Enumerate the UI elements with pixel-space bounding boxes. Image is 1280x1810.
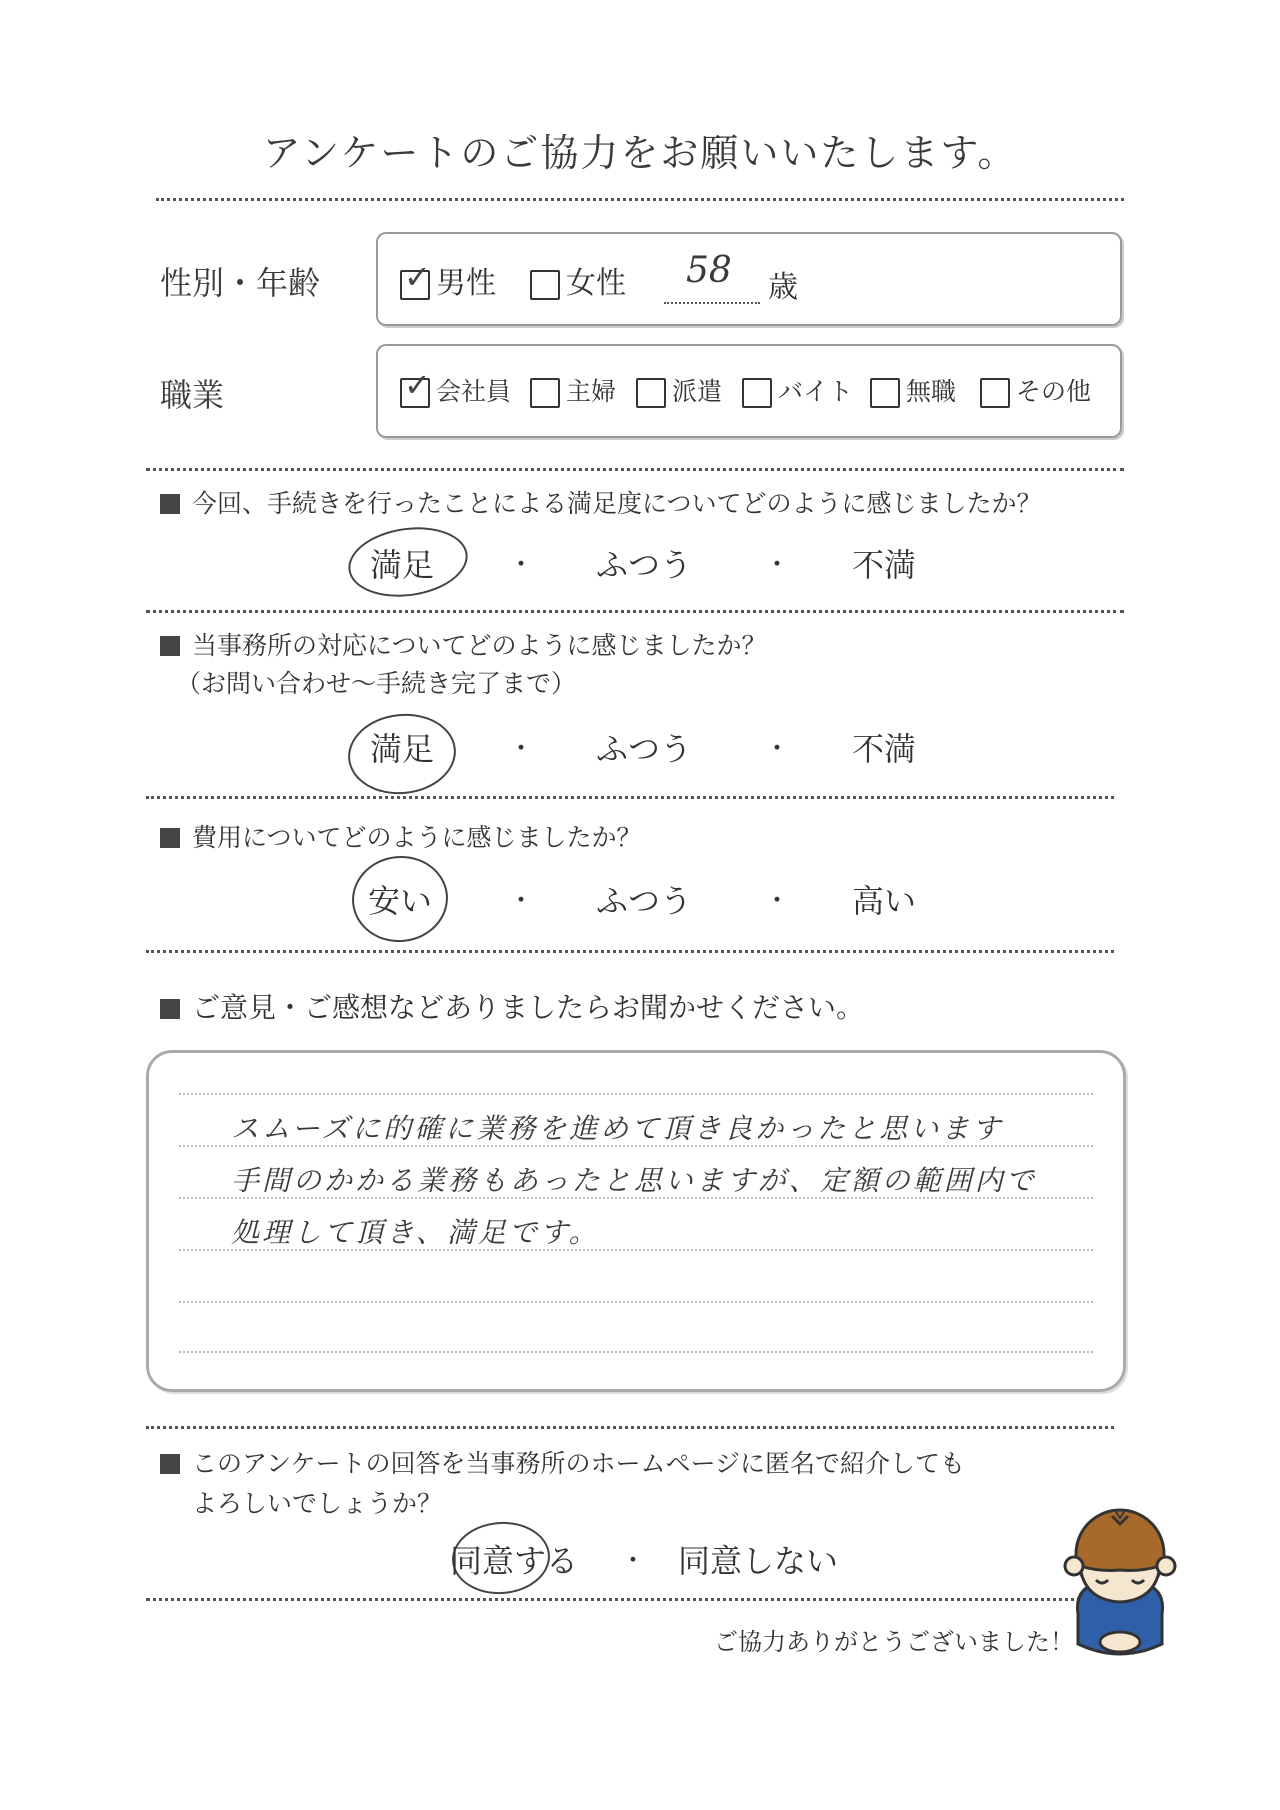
q2-choice[interactable]: 満足 xyxy=(370,730,435,768)
q1-choice[interactable]: 満足 xyxy=(370,546,435,584)
separator-dot: ・ xyxy=(508,734,535,764)
square-bullet-icon xyxy=(160,494,180,514)
consent-choice-agree[interactable]: 同意する xyxy=(450,1542,579,1580)
gender-age-label: 性別・年齢 xyxy=(160,264,321,302)
occupation-option-label: 主婦 xyxy=(566,377,617,406)
separator-dot: ・ xyxy=(764,734,791,764)
occupation-option[interactable] xyxy=(870,372,956,408)
comment-ruled-line xyxy=(179,1301,1093,1303)
q1-choice[interactable]: 不満 xyxy=(852,546,917,584)
consent-question-line2: よろしいでしょうか？ xyxy=(192,1489,443,1518)
bowing-person-icon xyxy=(1054,1496,1186,1668)
divider xyxy=(146,1598,1106,1601)
male-checkbox[interactable] xyxy=(400,257,431,300)
comment-line: 手間のかかる業務もあったと思いますが、定額の範囲内で xyxy=(231,1164,1037,1197)
age-unit: 歳 xyxy=(768,270,798,305)
occupation-checkbox[interactable] xyxy=(870,378,900,408)
occupation-option[interactable] xyxy=(742,372,853,408)
page-title: アンケートのご協力をお願いいたします。 xyxy=(262,131,1018,175)
square-bullet-icon xyxy=(160,636,180,656)
occupation-option-label: 会社員 xyxy=(436,377,512,406)
male-label: 男性 xyxy=(436,266,496,301)
occupation-checkbox[interactable] xyxy=(636,378,666,408)
occupation-checkbox[interactable] xyxy=(742,378,772,408)
checkmark-icon: ✓ xyxy=(404,366,431,404)
occupation-option[interactable] xyxy=(636,372,722,408)
occupation-label: 職業 xyxy=(160,376,225,414)
separator-dot: ・ xyxy=(508,550,535,580)
consent-choice-disagree[interactable]: 同意しない xyxy=(678,1542,839,1580)
square-bullet-icon xyxy=(160,828,180,848)
comment-ruled-line xyxy=(179,1093,1093,1095)
occupation-option-label: その他 xyxy=(1016,377,1092,406)
square-bullet-icon xyxy=(160,999,180,1019)
q1-question-text: 今回、手続きを行ったことによる満足度についてどのように感じましたか？ xyxy=(192,489,1042,518)
thanks-message: ご協力ありがとうございました！ xyxy=(714,1628,1074,1656)
occupation-checkbox[interactable] xyxy=(400,366,431,408)
q3-choice[interactable]: ふつう xyxy=(596,882,693,920)
divider xyxy=(146,1426,1114,1429)
age-value[interactable]: 58 xyxy=(686,250,732,291)
q3-choice[interactable]: 安い xyxy=(368,882,433,920)
consent-question-text: このアンケートの回答を当事務所のホームページに匿名で紹介しても xyxy=(192,1449,966,1478)
comment-line: スムーズに的確に業務を進めて頂き良かったと思います xyxy=(231,1112,1004,1145)
divider xyxy=(146,610,1124,613)
q3-question xyxy=(160,818,642,854)
q1-question xyxy=(160,484,1042,520)
q2-subtext: （お問い合わせ〜手続き完了まで） xyxy=(176,669,577,698)
age-underline xyxy=(664,302,760,304)
female-label: 女性 xyxy=(566,266,626,301)
occupation-checkbox[interactable] xyxy=(980,378,1010,408)
square-bullet-icon xyxy=(160,1454,180,1474)
comments-question-text: ご意見・ご感想などありましたらお聞かせください。 xyxy=(192,991,865,1024)
separator-dot: ・ xyxy=(764,550,791,580)
comment-ruled-line xyxy=(179,1351,1093,1353)
divider xyxy=(146,468,1124,471)
separator-dot: ・ xyxy=(508,886,535,916)
comments-question xyxy=(160,986,864,1026)
comment-line: 処理して頂き、満足です。 xyxy=(231,1216,600,1249)
divider xyxy=(156,198,1124,201)
female-checkbox[interactable] xyxy=(530,270,560,300)
occupation-option[interactable] xyxy=(530,372,616,408)
separator-dot: ・ xyxy=(620,1546,647,1576)
q2-choice[interactable]: 不満 xyxy=(852,730,917,768)
male-option[interactable] xyxy=(400,258,496,302)
q2-choice[interactable]: ふつう xyxy=(596,730,693,768)
q2-question-text: 当事務所の対応についてどのように感じましたか？ xyxy=(192,631,767,660)
checkmark-icon: ✓ xyxy=(404,257,431,296)
divider xyxy=(146,796,1114,799)
occupation-checkbox[interactable] xyxy=(530,378,560,408)
occupation-option[interactable] xyxy=(980,372,1091,408)
separator-dot: ・ xyxy=(764,886,791,916)
q3-choice[interactable]: 高い xyxy=(852,882,917,920)
comments-box[interactable] xyxy=(146,1050,1126,1392)
female-option[interactable] xyxy=(530,258,626,302)
occupation-option-label: 無職 xyxy=(906,377,957,406)
q3-question-text: 費用についてどのように感じましたか？ xyxy=(192,823,642,852)
q1-choice[interactable]: ふつう xyxy=(596,546,693,584)
occupation-option[interactable] xyxy=(400,366,512,408)
consent-question xyxy=(160,1444,965,1480)
divider xyxy=(146,950,1114,953)
q2-question xyxy=(160,626,767,662)
occupation-option-label: バイト xyxy=(778,377,854,406)
occupation-option-label: 派遣 xyxy=(672,377,723,406)
